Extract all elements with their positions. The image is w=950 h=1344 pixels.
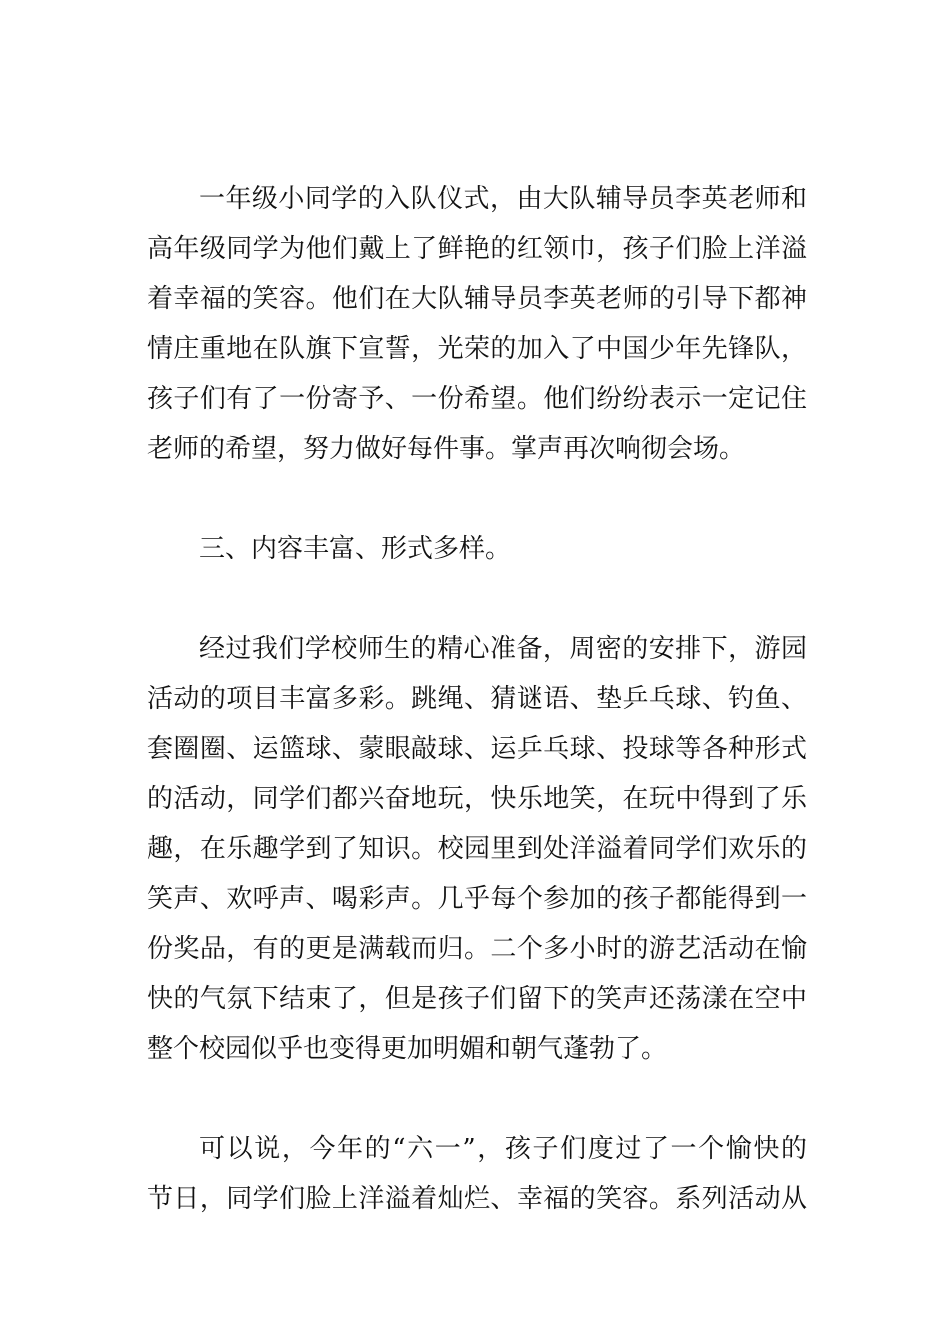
text-line: 份奖品，有的更是满载而归。二个多小时的游艺活动在愉 [147, 934, 807, 964]
text-line: 趣，在乐趣学到了知识。校园里到处洋溢着同学们欢乐的 [147, 834, 807, 864]
section-heading [147, 524, 807, 574]
text-line: 的活动，同学们都兴奋地玩，快乐地笑，在玩中得到了乐 [147, 784, 807, 814]
text-line: 套圈圈、运篮球、蒙眼敲球、运乒乓球、投球等各种形式 [147, 734, 807, 764]
paragraph-conclusion [147, 1124, 807, 1224]
text-line: 快的气氛下结束了，但是孩子们留下的笑声还荡漾在空中 [147, 984, 807, 1014]
text-line: 节日，同学们脸上洋溢着灿烂、幸福的笑容。系列活动从 [147, 1184, 807, 1214]
text-line: 情庄重地在队旗下宣誓，光荣的加入了中国少年先锋队， [147, 334, 807, 364]
text-line: 一年级小同学的入队仪式，由大队辅导员李英老师和 [199, 184, 807, 214]
text-line: 活动的项目丰富多彩。跳绳、猜谜语、垫乒乓球、钓鱼、 [147, 684, 807, 714]
text-line: 高年级同学为他们戴上了鲜艳的红领巾，孩子们脸上洋溢 [147, 234, 807, 264]
text-line: 着幸福的笑容。他们在大队辅导员李英老师的引导下都神 [147, 284, 807, 314]
text-line: 老师的希望，努力做好每件事。掌声再次响彻会场。 [147, 434, 746, 464]
text-line: 整个校园似乎也变得更加明媚和朝气蓬勃了。 [147, 1034, 668, 1064]
heading-line: 三、内容丰富、形式多样。 [199, 534, 512, 564]
text-line: 可以说，今年的“六一”，孩子们度过了一个愉快的 [199, 1134, 807, 1164]
text-line: 孩子们有了一份寄予、一份希望。他们纷纷表示一定记住 [147, 384, 807, 414]
paragraph-garden-activities [147, 624, 807, 1074]
paragraph-induction-ceremony [147, 174, 807, 474]
text-line: 笑声、欢呼声、喝彩声。几乎每个参加的孩子都能得到一 [147, 884, 807, 914]
text-line: 经过我们学校师生的精心准备，周密的安排下，游园 [199, 634, 807, 664]
